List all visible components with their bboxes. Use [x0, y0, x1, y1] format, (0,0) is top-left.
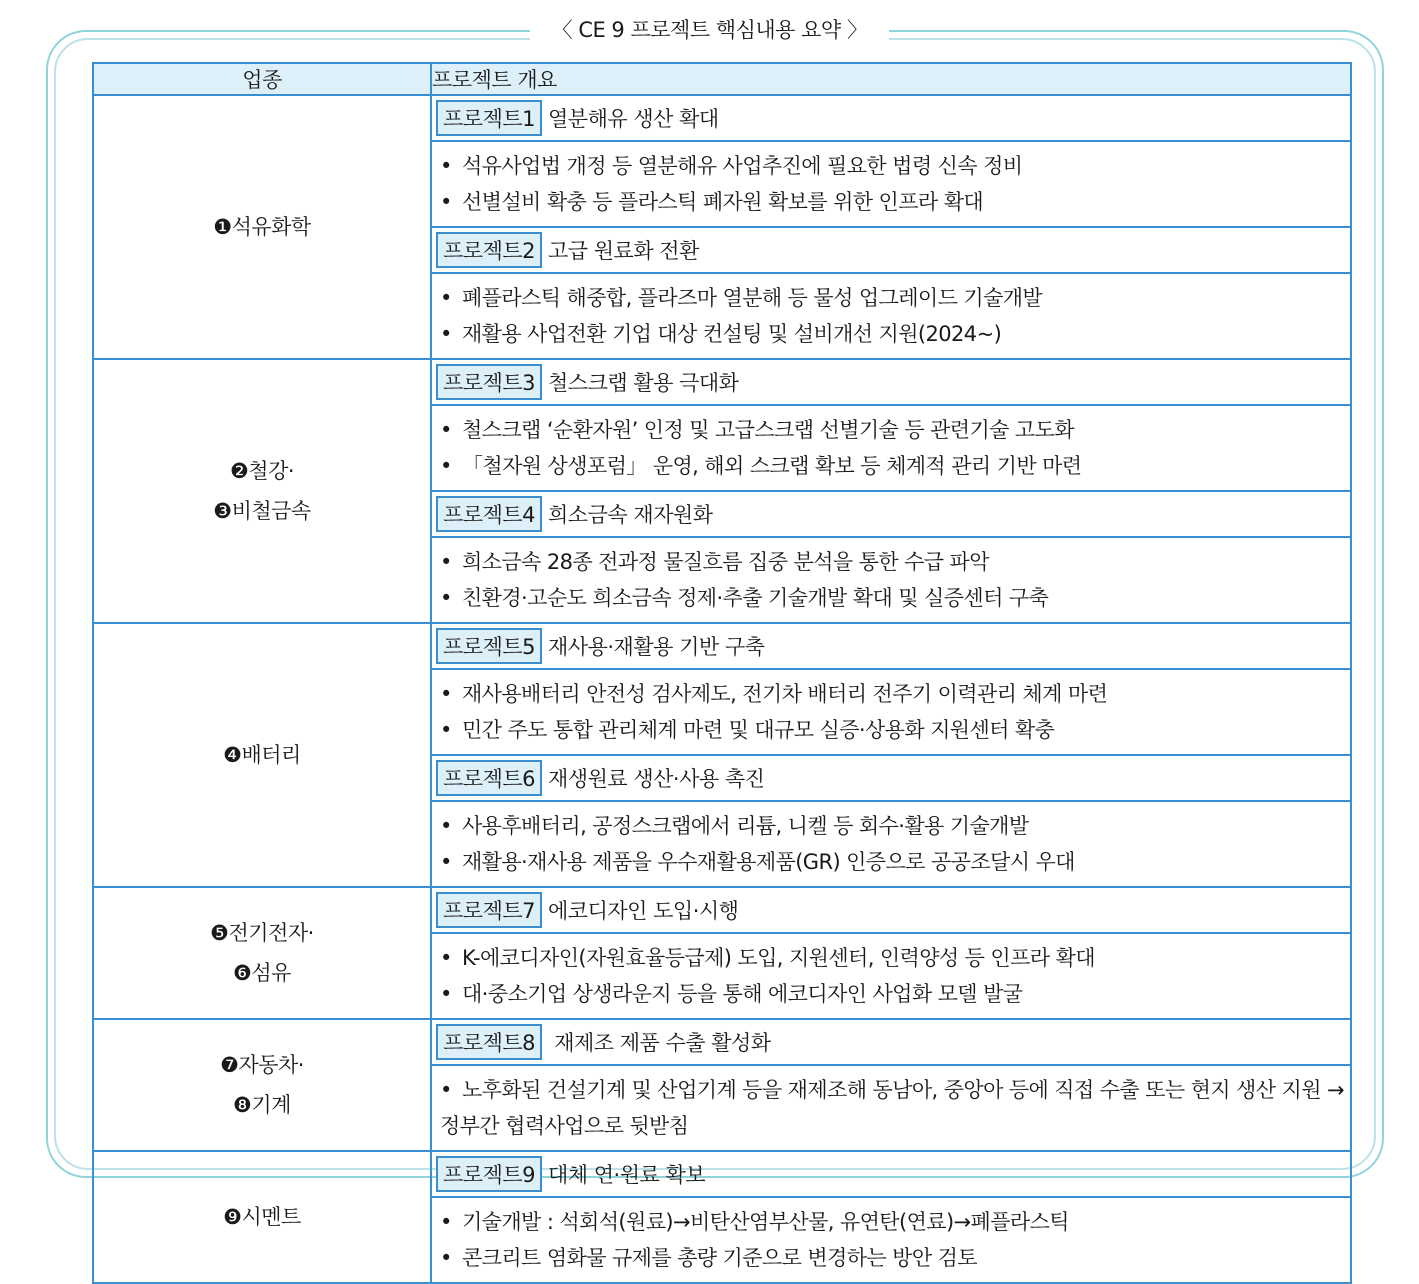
- project-title-row: [93, 1151, 1351, 1197]
- bullet-text: 철스크랩 ‘순환자원’ 인정 및 고급스크랩 선별기술 등 관련기술 고도화: [462, 418, 1074, 442]
- project-title: 재사용·재활용 기반 구축: [548, 635, 765, 659]
- bullet-dot-icon: •: [440, 814, 452, 838]
- bullet-item: [440, 148, 1344, 184]
- bullet-dot-icon: •: [440, 322, 452, 346]
- project-title-cell: [431, 227, 1351, 273]
- sector-name: ❾시멘트: [223, 1205, 301, 1229]
- bullet-text: 재활용·재사용 제품을 우수재활용제품(GR) 인증으로 공공조달시 우대: [462, 850, 1075, 874]
- bullet-dot-icon: •: [440, 154, 452, 178]
- project-heading: [432, 228, 1350, 272]
- bullet-dot-icon: •: [440, 418, 452, 442]
- bullet-item: [440, 580, 1344, 616]
- bullet-dot-icon: •: [440, 190, 452, 214]
- project-title: 열분해유 생산 확대: [548, 107, 719, 131]
- project-title: 재생원료 생산·사용 촉진: [548, 767, 765, 791]
- bullet-item: [440, 676, 1344, 712]
- project-tag: 프로젝트1: [436, 100, 542, 136]
- sector-name: ❺전기전자·: [210, 921, 314, 945]
- bullet-dot-icon: •: [440, 286, 452, 310]
- header-sector: 업종: [93, 63, 431, 95]
- project-bullets-cell: [431, 273, 1351, 359]
- project-title: 에코디자인 도입·시행: [548, 899, 739, 923]
- project-title-cell: [431, 95, 1351, 141]
- bullet-list: [432, 538, 1350, 622]
- bullet-list: [432, 406, 1350, 490]
- project-heading: [432, 1020, 1350, 1064]
- project-tag: 프로젝트4: [436, 496, 542, 532]
- project-tag: 프로젝트9: [436, 1156, 542, 1192]
- project-title-row: [93, 1019, 1351, 1065]
- project-title-cell: [431, 887, 1351, 933]
- project-title: 고급 원료화 전환: [548, 239, 699, 263]
- project-tag: 프로젝트2: [436, 232, 542, 268]
- bullet-text: 폐플라스틱 해중합, 플라즈마 열분해 등 물성 업그레이드 기술개발: [462, 286, 1043, 310]
- project-title-row: [93, 95, 1351, 141]
- bullet-item: [440, 184, 1344, 220]
- bullet-dot-icon: •: [440, 454, 452, 478]
- project-heading: [432, 1152, 1350, 1196]
- bullet-item: [440, 940, 1344, 976]
- sector-cell: [93, 1151, 431, 1283]
- sector-name: ❸비철금속: [213, 499, 311, 523]
- bullet-dot-icon: •: [440, 682, 452, 706]
- project-title-row: [93, 359, 1351, 405]
- sector-name: ❻섬유: [233, 961, 291, 985]
- bullet-text: K-에코디자인(자원효율등급제) 도입, 지원센터, 인력양성 등 인프라 확대: [462, 946, 1095, 970]
- project-tag: 프로젝트3: [436, 364, 542, 400]
- bullet-text: 「철자원 상생포럼」 운영, 해외 스크랩 확보 등 체계적 관리 기반 마련: [462, 454, 1082, 478]
- project-title: 대체 연·원료 확보: [548, 1163, 706, 1187]
- bullet-item: [440, 808, 1344, 844]
- bullet-text: 희소금속 28종 전과정 물질흐름 집중 분석을 통한 수급 파악: [462, 550, 989, 574]
- bullet-item: [440, 448, 1344, 484]
- sector-name: ❶석유화학: [213, 215, 311, 239]
- project-tag: 프로젝트5: [436, 628, 542, 664]
- project-tag: 프로젝트6: [436, 760, 542, 796]
- bullet-list: [432, 274, 1350, 358]
- bullet-list: [432, 1198, 1350, 1282]
- bullet-item: [440, 544, 1344, 580]
- bullet-text: 사용후배터리, 공정스크랩에서 리튬, 니켈 등 회수·활용 기술개발: [462, 814, 1029, 838]
- summary-table: [92, 62, 1352, 1284]
- bullet-list: [432, 934, 1350, 1018]
- project-heading: [432, 492, 1350, 536]
- bullet-text: 석유사업법 개정 등 열분해유 사업추진에 필요한 법령 신속 정비: [462, 154, 1023, 178]
- sector-name: ❹배터리: [223, 743, 301, 767]
- sector-name: ❷철강·: [229, 459, 295, 483]
- bullet-list: [432, 670, 1350, 754]
- bullet-list: [432, 142, 1350, 226]
- sector-name: ❽기계: [233, 1093, 291, 1117]
- bullet-dot-icon: •: [440, 550, 452, 574]
- document-title-bar: [0, 14, 1419, 44]
- bullet-item: [440, 316, 1344, 352]
- table-body: [93, 95, 1351, 1283]
- sector-name: ❼자동차·: [220, 1053, 304, 1077]
- project-heading: [432, 96, 1350, 140]
- project-heading: [432, 624, 1350, 668]
- bullet-text: 기술개발 : 석회석(원료)→비탄산염부산물, 유연탄(연료)→폐플라스틱: [462, 1210, 1069, 1234]
- project-bullets-cell: [431, 933, 1351, 1019]
- header-overview: 프로젝트 개요: [431, 63, 1351, 95]
- bullet-dot-icon: •: [440, 586, 452, 610]
- bullet-item: [440, 1072, 1344, 1144]
- project-bullets-cell: [431, 669, 1351, 755]
- project-bullets-cell: [431, 405, 1351, 491]
- project-title-row: [93, 887, 1351, 933]
- project-title-cell: [431, 623, 1351, 669]
- bullet-list: [432, 802, 1350, 886]
- bullet-dot-icon: •: [440, 1210, 452, 1234]
- bullet-dot-icon: •: [440, 718, 452, 742]
- project-title-cell: [431, 1151, 1351, 1197]
- bullet-dot-icon: •: [440, 1078, 452, 1102]
- project-bullets-cell: [431, 801, 1351, 887]
- bullet-item: [440, 712, 1344, 748]
- bullet-item: [440, 1204, 1344, 1240]
- document-title: 〈 CE 9 프로젝트 핵심내용 요약 〉: [530, 18, 890, 42]
- bullet-text: 대·중소기업 상생라운지 등을 통해 에코디자인 사업화 모델 발굴: [462, 982, 1023, 1006]
- bullet-dot-icon: •: [440, 982, 452, 1006]
- project-title-row: [93, 623, 1351, 669]
- sector-cell: [93, 359, 431, 623]
- bullet-dot-icon: •: [440, 946, 452, 970]
- project-bullets-cell: [431, 141, 1351, 227]
- project-heading: [432, 888, 1350, 932]
- sector-cell: [93, 1019, 431, 1151]
- header-row: [93, 63, 1351, 95]
- sector-cell: [93, 623, 431, 887]
- project-bullets-cell: [431, 537, 1351, 623]
- bullet-dot-icon: •: [440, 1246, 452, 1270]
- project-bullets-cell: [431, 1197, 1351, 1283]
- project-title: 철스크랩 활용 극대화: [548, 371, 739, 395]
- bullet-text: 친환경·고순도 희소금속 정제·추출 기술개발 확대 및 실증센터 구축: [462, 586, 1049, 610]
- project-title-cell: [431, 1019, 1351, 1065]
- project-title-cell: [431, 755, 1351, 801]
- project-title: 재제조 제품 수출 활성화: [548, 1031, 771, 1055]
- project-title-cell: [431, 491, 1351, 537]
- sector-cell: [93, 887, 431, 1019]
- bullet-text: 선별설비 확충 등 플라스틱 폐자원 확보를 위한 인프라 확대: [462, 190, 984, 214]
- project-title-cell: [431, 359, 1351, 405]
- bullet-item: [440, 976, 1344, 1012]
- bullet-text: 민간 주도 통합 관리체계 마련 및 대규모 실증·상용화 지원센터 확충: [462, 718, 1055, 742]
- project-tag: 프로젝트7: [436, 892, 542, 928]
- bullet-item: [440, 1240, 1344, 1276]
- bullet-list: [432, 1066, 1350, 1150]
- project-tag: 프로젝트8: [436, 1024, 542, 1060]
- bullet-dot-icon: •: [440, 850, 452, 874]
- bullet-text: 재활용 사업전환 기업 대상 컨설팅 및 설비개선 지원(2024~): [462, 322, 1002, 346]
- bullet-text: 노후화된 건설기계 및 산업기계 등을 재제조해 동남아, 중앙아 등에 직접 수출 또는 현지 생산 지원 → 정부간 협력사업으로 뒷받침: [440, 1078, 1344, 1138]
- sector-cell: [93, 95, 431, 359]
- bullet-item: [440, 844, 1344, 880]
- bullet-item: [440, 412, 1344, 448]
- project-title: 희소금속 재자원화: [548, 503, 713, 527]
- bullet-item: [440, 280, 1344, 316]
- project-heading: [432, 756, 1350, 800]
- bullet-text: 재사용배터리 안전성 검사제도, 전기차 배터리 전주기 이력관리 체계 마련: [462, 682, 1108, 706]
- project-bullets-cell: [431, 1065, 1351, 1151]
- bullet-text: 콘크리트 염화물 규제를 총량 기준으로 변경하는 방안 검토: [462, 1246, 977, 1270]
- project-heading: [432, 360, 1350, 404]
